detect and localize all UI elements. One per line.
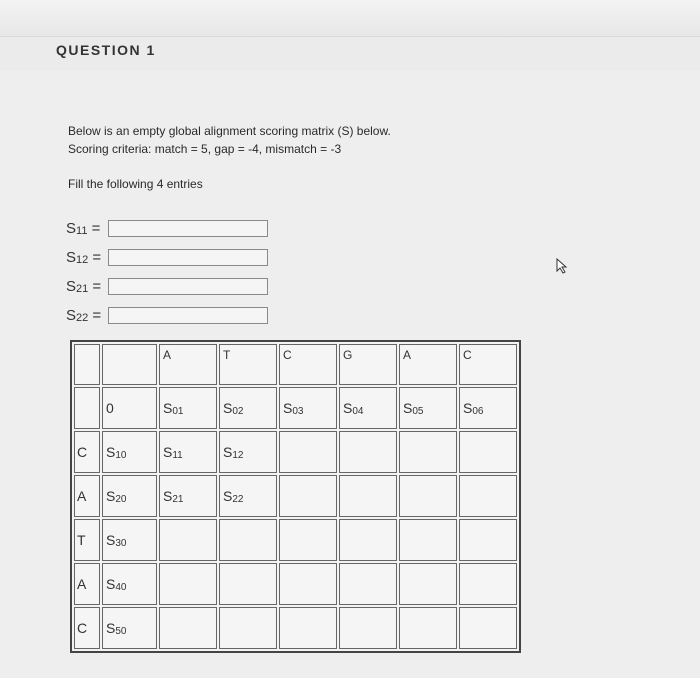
matrix-cell	[459, 607, 517, 649]
matrix-cell	[219, 563, 277, 605]
matrix-row-4	[74, 563, 517, 605]
entry-s12-row	[66, 243, 268, 272]
matrix-corner-cell	[74, 344, 100, 385]
matrix-side-letter: A	[74, 563, 100, 605]
matrix-side-letter: A	[74, 475, 100, 517]
matrix-cell	[339, 519, 397, 561]
cell-symbol: S	[223, 487, 233, 504]
cell-symbol: S	[106, 443, 116, 460]
matrix-cell	[219, 387, 277, 429]
matrix-side-letter: C	[74, 607, 100, 649]
intro-line-2: Scoring criteria: match = 5, gap = -4, mismatch = -3	[68, 142, 342, 156]
matrix-cell	[339, 431, 397, 473]
matrix-cell	[459, 387, 517, 429]
cell-subscript: 40	[115, 581, 127, 593]
matrix-cell	[279, 387, 337, 429]
matrix-cell	[159, 475, 217, 517]
cell-subscript: 22	[232, 493, 244, 505]
matrix-cell	[219, 475, 277, 517]
cell-subscript: 05	[412, 405, 424, 417]
matrix-top-letter: A	[399, 344, 457, 385]
matrix-cell	[279, 607, 337, 649]
cell-symbol: S	[106, 487, 116, 504]
cell-subscript: 50	[115, 625, 127, 637]
matrix-side-letter: T	[74, 519, 100, 561]
matrix-cell	[339, 475, 397, 517]
matrix-top-letter: A	[159, 344, 217, 385]
matrix-side-letter: C	[74, 431, 100, 473]
matrix-cell	[279, 475, 337, 517]
entry-s22-row	[66, 301, 268, 330]
matrix-top-letter: C	[279, 344, 337, 385]
cell-symbol: S	[223, 399, 233, 416]
matrix-row-label	[102, 563, 157, 605]
matrix-cell	[279, 431, 337, 473]
cell-symbol: S	[163, 443, 173, 460]
intro-line-1: Below is an empty global alignment scoring matrix (S) below.	[68, 124, 391, 138]
entry-s22-label: $S_{22}$ =	[66, 307, 102, 324]
entry-s21-row	[66, 272, 268, 301]
matrix-cell	[159, 607, 217, 649]
matrix-corner-cell	[102, 344, 157, 385]
entry-s21-input[interactable]	[108, 278, 268, 295]
matrix-row-3	[74, 519, 517, 561]
matrix-origin-cell: 0	[102, 387, 157, 429]
entry-s22-input[interactable]	[108, 307, 268, 324]
cell-symbol: S	[163, 487, 173, 504]
cell-symbol: S	[106, 531, 116, 548]
matrix-cell	[399, 519, 457, 561]
matrix-cell	[399, 607, 457, 649]
entry-fields	[66, 214, 268, 330]
mouse-pointer-icon	[556, 258, 570, 274]
matrix-cell	[399, 475, 457, 517]
matrix-cell	[459, 475, 517, 517]
matrix-top-letter: G	[339, 344, 397, 385]
matrix-cell	[159, 387, 217, 429]
scoring-matrix	[70, 340, 521, 653]
cell-symbol: S	[463, 399, 473, 416]
matrix-cell	[399, 387, 457, 429]
matrix-row-label	[102, 607, 157, 649]
matrix-cell	[399, 431, 457, 473]
entry-s12-input[interactable]	[108, 249, 268, 266]
entry-s11-row	[66, 214, 268, 243]
cell-subscript: 02	[232, 405, 244, 417]
matrix-cell	[339, 387, 397, 429]
cell-subscript: 21	[172, 493, 184, 505]
matrix-cell	[159, 563, 217, 605]
matrix-row-label	[102, 431, 157, 473]
cell-subscript: 20	[115, 493, 127, 505]
matrix-cell	[159, 431, 217, 473]
question-title: QUESTION 1	[56, 42, 156, 58]
matrix-cell	[279, 519, 337, 561]
cell-subscript: 04	[352, 405, 364, 417]
matrix-cell	[339, 607, 397, 649]
cell-symbol: S	[163, 399, 173, 416]
matrix-top-letter: C	[459, 344, 517, 385]
cell-subscript: 01	[172, 405, 184, 417]
question-intro	[68, 122, 391, 158]
entry-s11-label: $S_{11}$ =	[66, 220, 101, 237]
matrix-cell	[459, 563, 517, 605]
matrix-cell	[159, 519, 217, 561]
matrix-cell	[219, 607, 277, 649]
matrix-top-letter: T	[219, 344, 277, 385]
matrix-cell	[279, 563, 337, 605]
cell-subscript: 12	[232, 449, 244, 461]
cell-subscript: 30	[115, 537, 127, 549]
matrix-row-label	[102, 519, 157, 561]
cell-subscript: 11	[172, 449, 183, 461]
matrix-row-0	[74, 387, 517, 429]
matrix-side-letter	[74, 387, 100, 429]
matrix-cell	[459, 431, 517, 473]
matrix-cell	[339, 563, 397, 605]
cell-symbol: S	[106, 619, 116, 636]
matrix-header-row	[74, 344, 517, 385]
matrix-cell	[399, 563, 457, 605]
matrix-row-label	[102, 475, 157, 517]
entry-s21-label: $S_{21}$ =	[66, 278, 102, 295]
cell-subscript: 03	[292, 405, 304, 417]
cell-symbol: S	[283, 399, 293, 416]
matrix-row-1	[74, 431, 517, 473]
entry-s12-label: $S_{12}$ =	[66, 249, 102, 266]
matrix-cell	[219, 431, 277, 473]
matrix-row-5	[74, 607, 517, 649]
matrix-cell	[459, 519, 517, 561]
fill-instructions: Fill the following 4 entries	[68, 177, 203, 191]
cell-symbol: S	[403, 399, 413, 416]
cell-symbol: S	[106, 575, 116, 592]
cell-symbol: S	[343, 399, 353, 416]
matrix-cell	[219, 519, 277, 561]
entry-s11-input[interactable]	[108, 220, 268, 237]
cell-symbol: S	[223, 443, 233, 460]
matrix-row-2	[74, 475, 517, 517]
cell-subscript: 10	[115, 449, 127, 461]
cell-subscript: 06	[472, 405, 484, 417]
browser-top-bar	[0, 0, 700, 36]
